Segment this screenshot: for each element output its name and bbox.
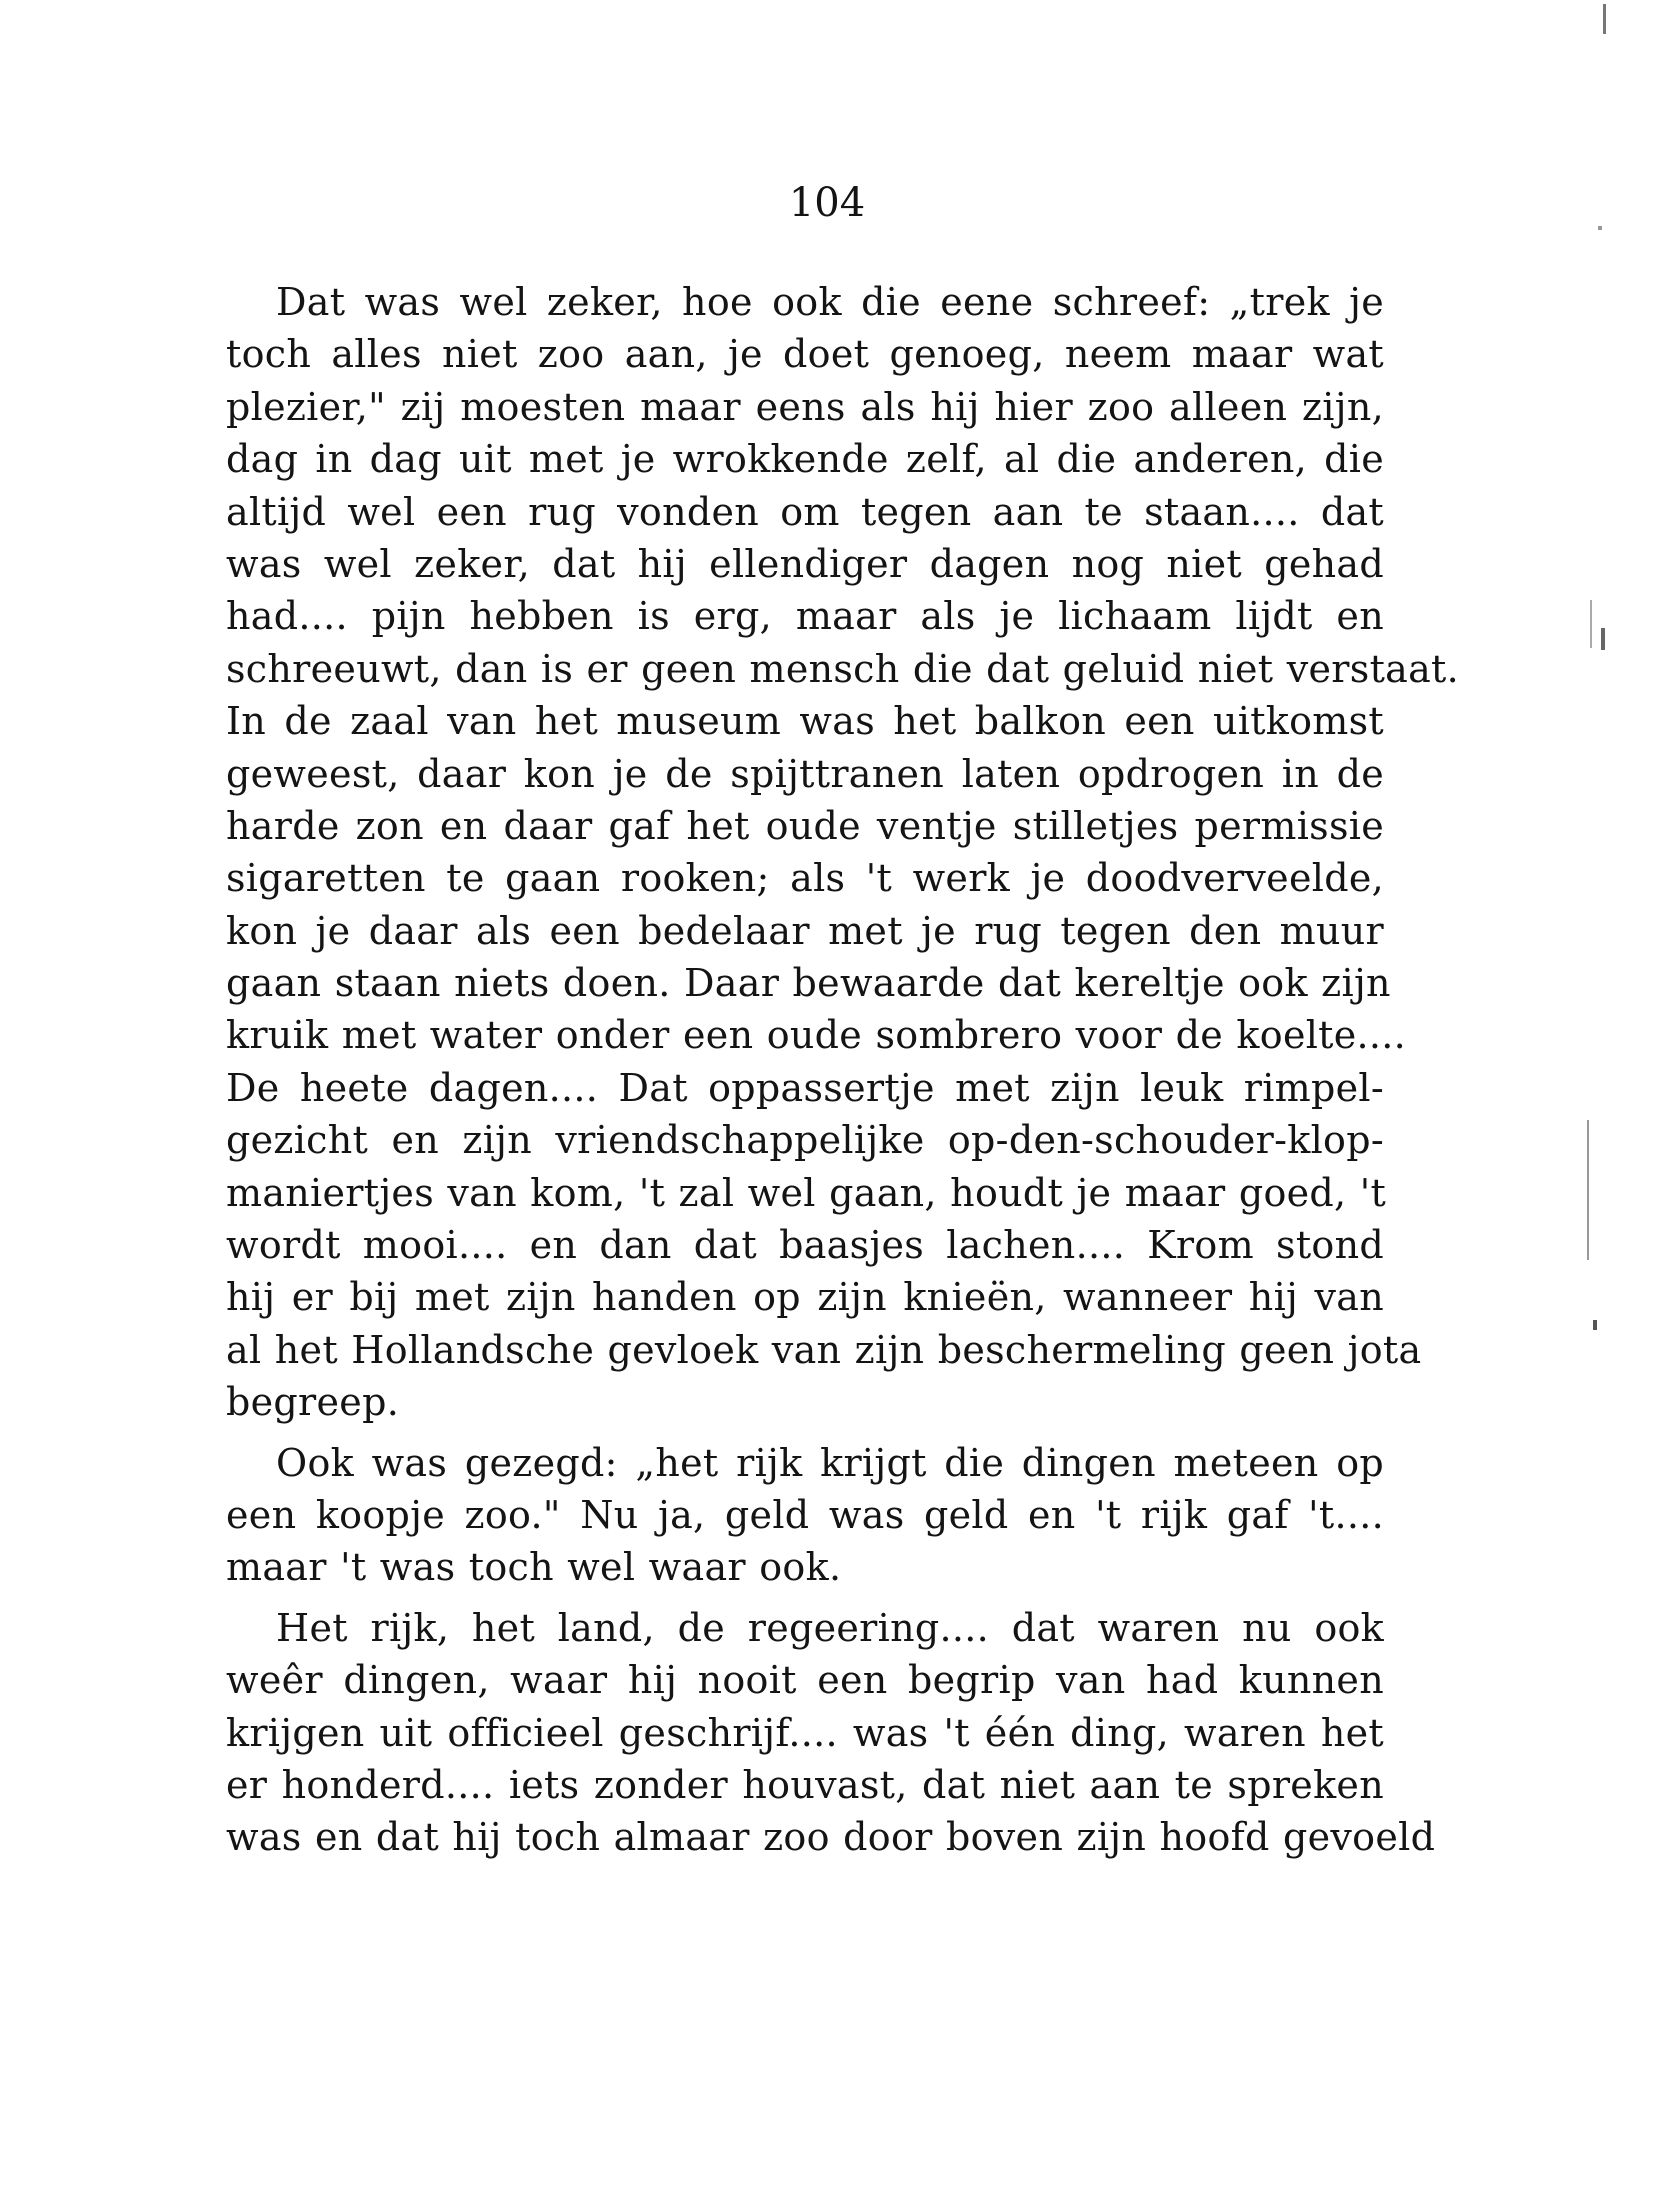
text-line: maniertjes van kom, 't zal wel gaan, houdt je maar goed, 't [226,1170,1387,1215]
text-line: plezier," zij moesten maar eens als hij hier zoo alleen zijn, [226,384,1384,429]
text-line: krijgen uit officieel geschrijf.... was 't één ding, waren het [226,1710,1384,1755]
scan-artifact [1601,628,1605,650]
scan-artifact [1598,226,1602,230]
text-line: er honderd.... iets zonder houvast, dat niet aan te spreken [226,1762,1384,1807]
paragraph [226,276,1460,1429]
text-line: Ook was gezegd: „het rijk krijgt die dingen meteen op [276,1440,1384,1485]
text-line: al het Hollandsche gevloek van zijn beschermeling geen jota [226,1327,1422,1372]
scan-artifact [1603,4,1606,34]
text-line: In de zaal van het museum was het balkon een uitkomst [226,699,1384,744]
paragraph [226,1437,1384,1594]
text-line: sigaretten te gaan rooken; als 't werk je doodverveelde, [226,856,1384,901]
scan-artifact [1593,1320,1597,1330]
text-line: Het rijk, het land, de regeering.... dat waren nu ook [276,1605,1384,1650]
text-line: een koopje zoo." Nu ja, geld was geld en 't rijk gaf 't.... [226,1492,1384,1537]
text-line: was wel zeker, dat hij ellendiger dagen nog niet gehad [226,541,1384,586]
scan-artifact [1587,1120,1589,1260]
text-line: Dat was wel zeker, hoe ook die eene schreef: „trek je [276,280,1384,324]
text-line: had.... pijn hebben is erg, maar als je lichaam lijdt en [226,594,1384,639]
text-line: kruik met water onder een oude sombrero voor de koelte.... [226,1013,1407,1058]
text-line: harde zon en daar gaf het oude ventje stilletjes permissie [226,803,1384,848]
text-line: geweest, daar kon je de spijttranen laten opdrogen in de [226,751,1384,796]
text-line: De heete dagen.... Dat oppassertje met zijn leuk rimpel- [226,1065,1384,1110]
text-line: gezicht en zijn vriendschappelijke op-den-schouder-klop- [226,1118,1384,1163]
page-number: 104 [788,180,866,226]
text-line: begreep. [226,1380,400,1425]
text-line: dag in dag uit met je wrokkende zelf, al die anderen, die [226,437,1384,482]
text-line: weêr dingen, waar hij nooit een begrip van had kunnen [226,1658,1384,1703]
text-line: hij er bij met zijn handen op zijn knieën, wanneer hij van [226,1275,1384,1320]
paragraph [226,1602,1436,1864]
body-text [226,276,1460,1864]
text-line: was en dat hij toch almaar zoo door boven zijn hoofd gevoeld [226,1815,1436,1860]
text-line: wordt mooi.... en dan dat baasjes lachen.... Krom stond [226,1223,1384,1268]
text-line: gaan staan niets doen. Daar bewaarde dat kereltje ook zijn [226,961,1391,1006]
text-line: toch alles niet zoo aan, je doet genoeg, neem maar wat [226,332,1384,377]
scan-artifact [1590,600,1592,648]
text-line: maar 't was toch wel waar ook. [226,1545,842,1590]
text-line: schreeuwt, dan is er geen mensch die dat geluid niet verstaat. [226,646,1460,691]
text-line: kon je daar als een bedelaar met je rug tegen den muur [226,908,1384,953]
text-line: altijd wel een rug vonden om tegen aan te staan.... dat [226,489,1384,534]
